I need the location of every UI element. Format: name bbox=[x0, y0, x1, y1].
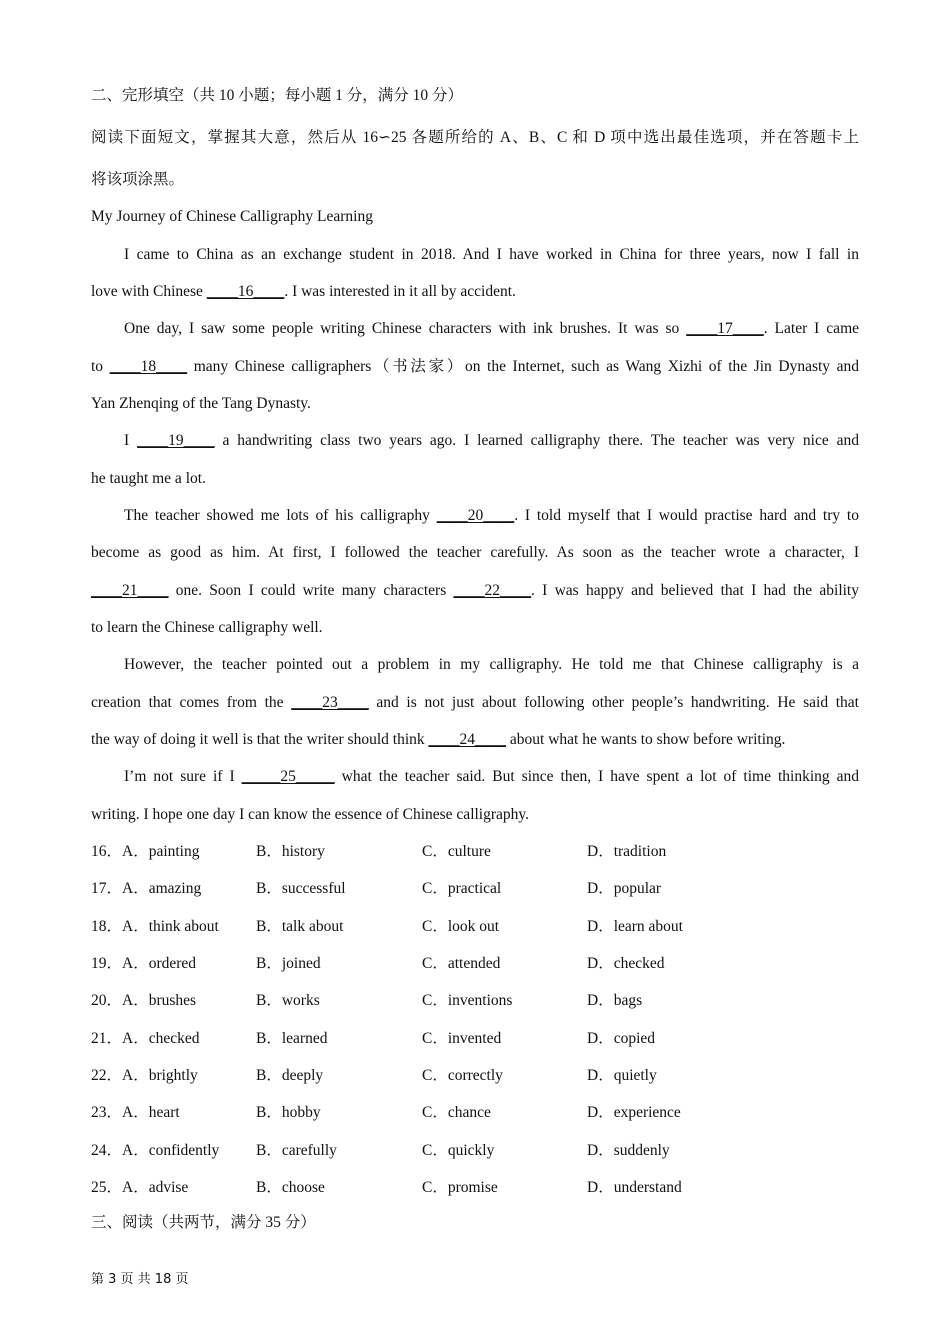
section-3-title: 三、阅读（共两节，满分 35 分） bbox=[91, 1214, 316, 1231]
paragraph-1-line-1: I came to China as an exchange student in 2018. And I have worked in China for three years, now I fall in bbox=[124, 246, 859, 263]
option-b[interactable]: B．history bbox=[256, 843, 325, 860]
option-a[interactable]: 20．A．brushes bbox=[91, 992, 197, 1009]
instructions-line-1: 阅读下面短文，掌握其大意，然后从 16∽25 各题所给的 A、B、C 和 D 项中选出最佳选项，并在答题卡上 bbox=[91, 129, 859, 146]
blank-18: ____18____ bbox=[109, 358, 188, 375]
option-b[interactable]: B．learned bbox=[256, 1030, 328, 1047]
option-d[interactable]: D．popular bbox=[587, 880, 662, 897]
option-b[interactable]: B．talk about bbox=[256, 918, 344, 935]
paragraph-5-line-2: creation that comes from the ____23____ and is not just about following other people’s handwriting. He said that bbox=[91, 694, 859, 711]
passage-title: My Journey of Chinese Calligraphy Learning bbox=[91, 208, 373, 225]
option-a[interactable]: 24．A．confidently bbox=[91, 1142, 220, 1159]
option-a[interactable]: 22．A．brightly bbox=[91, 1067, 198, 1084]
option-c[interactable]: C．practical bbox=[422, 880, 502, 897]
blank-24: ____24____ bbox=[428, 731, 507, 748]
option-d[interactable]: D．checked bbox=[587, 955, 665, 972]
option-a[interactable]: 21．A．checked bbox=[91, 1030, 200, 1047]
paragraph-4-line-3: ____21____ one. Soon I could write many characters ____22____. I was happy and believed that I had the ability bbox=[91, 582, 859, 599]
paragraph-6-line-2: writing. I hope one day I can know the essence of Chinese calligraphy. bbox=[91, 806, 530, 823]
option-c[interactable]: C．promise bbox=[422, 1179, 498, 1196]
blank-25: _____25_____ bbox=[241, 768, 335, 785]
option-a[interactable]: 17．A．amazing bbox=[91, 880, 202, 897]
paragraph-5-line-3: the way of doing it well is that the writer should think ____24____ about what he wants to show before writing. bbox=[91, 731, 786, 748]
option-a[interactable]: 19．A．ordered bbox=[91, 955, 197, 972]
option-b[interactable]: B．successful bbox=[256, 880, 346, 897]
option-c[interactable]: C．culture bbox=[422, 843, 491, 860]
paragraph-6-line-1: I’m not sure if I _____25_____ what the teacher said. But since then, I have spent a lot of time thinking and bbox=[124, 768, 860, 785]
option-b[interactable]: B．choose bbox=[256, 1179, 325, 1196]
option-b[interactable]: B．joined bbox=[256, 955, 321, 972]
option-a[interactable]: 23．A．heart bbox=[91, 1104, 180, 1121]
blank-21: ____21____ bbox=[91, 582, 169, 599]
option-c[interactable]: C．look out bbox=[422, 918, 500, 935]
option-c[interactable]: C．chance bbox=[422, 1104, 491, 1121]
paragraph-3-line-2: he taught me a lot. bbox=[91, 470, 206, 487]
paragraph-4-line-2: become as good as him. At first, I followed the teacher carefully. As soon as the teacher wrote a character, I bbox=[91, 544, 859, 561]
option-c[interactable]: C．correctly bbox=[422, 1067, 503, 1084]
paragraph-2-line-3: Yan Zhenqing of the Tang Dynasty. bbox=[91, 395, 311, 412]
blank-17: ____17____ bbox=[686, 320, 764, 337]
option-b[interactable]: B．hobby bbox=[256, 1104, 321, 1121]
paragraph-1-line-2: love with Chinese ____16____. I was interested in it all by accident. bbox=[91, 283, 516, 300]
option-d[interactable]: D．learn about bbox=[587, 918, 683, 935]
option-d[interactable]: D．bags bbox=[587, 992, 643, 1009]
paragraph-4-line-4: to learn the Chinese calligraphy well. bbox=[91, 619, 323, 636]
paragraph-5-line-1: However, the teacher pointed out a problem in my calligraphy. He told me that Chinese calligraphy is a bbox=[124, 656, 859, 673]
blank-19: ____19____ bbox=[137, 432, 215, 449]
option-d[interactable]: D．understand bbox=[587, 1179, 682, 1196]
option-b[interactable]: B．deeply bbox=[256, 1067, 324, 1084]
paragraph-4-line-1: The teacher showed me lots of his calligraphy ____20____. I told myself that I would practise hard and try to bbox=[124, 507, 859, 524]
page-footer: 第 3 页 共 18 页 bbox=[91, 1272, 189, 1287]
option-b[interactable]: B．works bbox=[256, 992, 320, 1009]
option-c[interactable]: C．invented bbox=[422, 1030, 502, 1047]
blank-22: ____22____ bbox=[453, 582, 532, 599]
option-d[interactable]: D．suddenly bbox=[587, 1142, 670, 1159]
option-d[interactable]: D．tradition bbox=[587, 843, 667, 860]
option-a[interactable]: 25．A．advise bbox=[91, 1179, 189, 1196]
blank-23: ____23____ bbox=[291, 694, 369, 711]
option-d[interactable]: D．copied bbox=[587, 1030, 656, 1047]
option-d[interactable]: D．quietly bbox=[587, 1067, 657, 1084]
blank-16: ____16____ bbox=[206, 283, 285, 300]
option-d[interactable]: D．experience bbox=[587, 1104, 681, 1121]
section-2-title: 二、完形填空（共 10 小题；每小题 1 分，满分 10 分） bbox=[91, 87, 464, 104]
paragraph-3-line-1: I ____19____ a handwriting class two years ago. I learned calligraphy there. The teacher was very nice and bbox=[124, 432, 859, 449]
option-a[interactable]: 18．A．think about bbox=[91, 918, 219, 935]
paragraph-2-line-2: to ____18____ many Chinese calligraphers（书法家）on the Internet, such as Wang Xizhi of the Jin Dynasty and bbox=[91, 358, 859, 375]
option-c[interactable]: C．attended bbox=[422, 955, 501, 972]
option-b[interactable]: B．carefully bbox=[256, 1142, 337, 1159]
paragraph-2-line-1: One day, I saw some people writing Chinese characters with ink brushes. It was so ____17____. Later I came bbox=[124, 320, 860, 337]
instructions-line-2: 将该项涂黑。 bbox=[91, 171, 185, 188]
blank-20: ____20____ bbox=[436, 507, 515, 524]
option-c[interactable]: C．quickly bbox=[422, 1142, 495, 1159]
option-c[interactable]: C．inventions bbox=[422, 992, 513, 1009]
option-a[interactable]: 16．A．painting bbox=[91, 843, 200, 860]
